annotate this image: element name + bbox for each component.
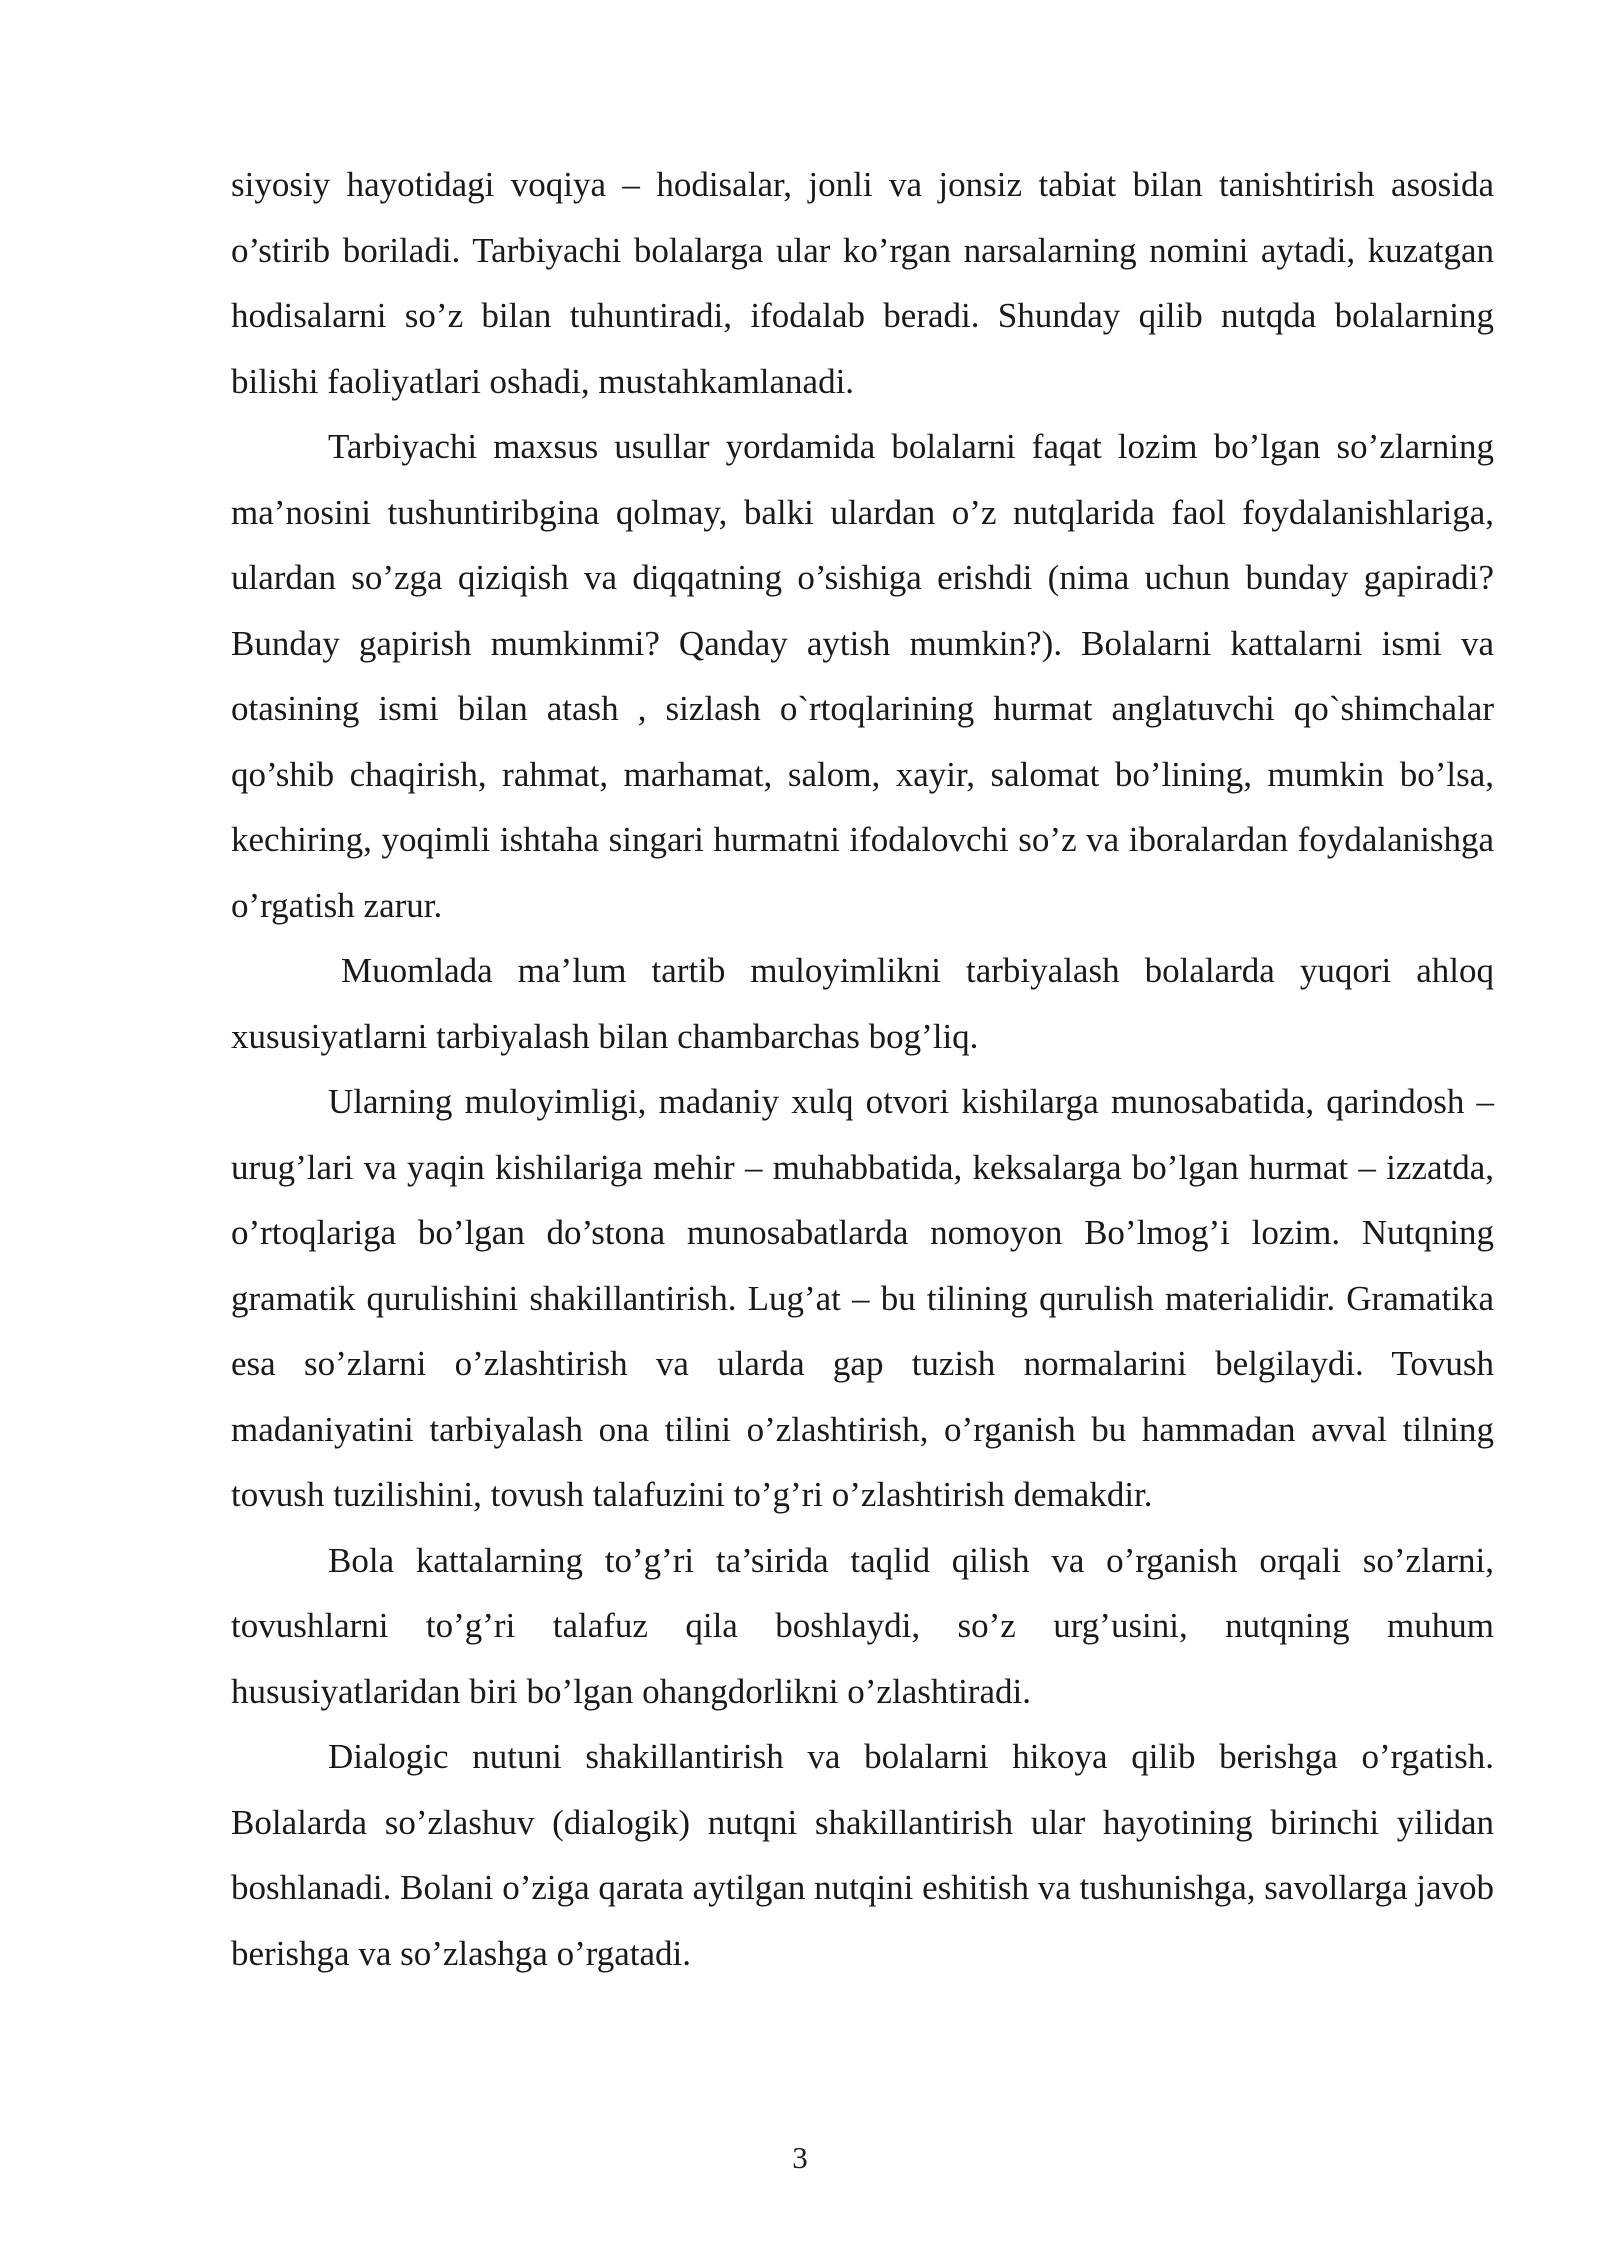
paragraph-2: Tarbiyachi maxsus usullar yordamida bolalarni faqat lozim bo’lgan so’zlarning ma’nosini tushuntiribgina qolmay, balki ulardan o’z nutqlarida faol foydalanishlariga, ulardan so’zga qiziqish va diqqatning o’sishiga erishdi (nima uchun bunday gapiradi? Bunday gapirish mumkinmi? Qanday aytish mumkin?). Bolalarni kattalarni ismi va otasining ismi bilan atash , sizlash o`rtoqlarining hurmat anglatuvchi qo`shimchalar qo’shib chaqirish, rahmat, marhamat, salom, xayir, salomat bo’lining, mumkin bo’lsa, kechiring, yoqimli ishtaha singari hurmatni ifodalovchi so’z va iboralardan foydalanishga o’rgatish zarur. <box>231 427 1494 925</box>
document-body <box>231 152 1494 1986</box>
paragraph-6: Dialogic nutuni shakillantirish va bolalarni hikoya qilib berishga o’rgatish. Bolalarda so’zlashuv (dialogik) nutqni shakillantirish ular hayotining birinchi yilidan boshlanadi. Bolani o’ziga qarata aytilgan nutqini eshitish va tushunishga, savollarga javob berishga va so’zlashga o’rgatadi. <box>231 1737 1494 1973</box>
paragraph-1: siyosiy hayotidagi voqiya – hodisalar, jonli va jonsiz tabiat bilan tanishtirish asosida o’stirib boriladi. Tarbiyachi bolalarga ular ko’rgan narsalarning nomini aytadi, kuzatgan hodisalarni so’z bilan tuhuntiradi, ifodalab beradi. Shunday qilib nutqda bolalarning bilishi faoliyatlari oshadi, mustahkamlanadi. <box>231 165 1494 401</box>
paragraph-3: Muomlada ma’lum tartib muloyimlikni tarbiyalash bolalarda yuqori ahloq xususiyatlarni tarbiyalash bilan chambarchas bog’liq. <box>231 951 1494 1056</box>
page-number: 3 <box>792 2140 808 2175</box>
paragraph-5: Bola kattalarning to’g’ri ta’sirida taqlid qilish va o’rganish orqali so’zlarni, tovushlarni to’g’ri talafuz qila boshlaydi, so’z urg’usini, nutqning muhum hususiyatlaridan biri bo’lgan ohangdorlikni o’zlashtiradi. <box>231 1540 1494 1711</box>
paragraph-4: Ularning muloyimligi, madaniy xulq otvori kishilarga munosabatida, qarindosh – urug’lari va yaqin kishilariga mehir – muhabbatida, keksalarga bo’lgan hurmat – izzatda, o’rtoqlariga bo’lgan do’stona munosabatlarda nomoyon Bo’lmog’i lozim. Nutqning gramatik qurulishini shakillantirish. Lug’at – bu tilining qurulish materialidir. Gramatika esa so’zlarni o’zlashtirish va ularda gap tuzish normalarini belgilaydi. Tovush madaniyatini tarbiyalash ona tilini o’zlashtirish, o’rganish bu hammadan avval tilning tovush tuzilishini, tovush talafuzini to’g’ri o’zlashtirish demakdir. <box>231 1082 1494 1514</box>
